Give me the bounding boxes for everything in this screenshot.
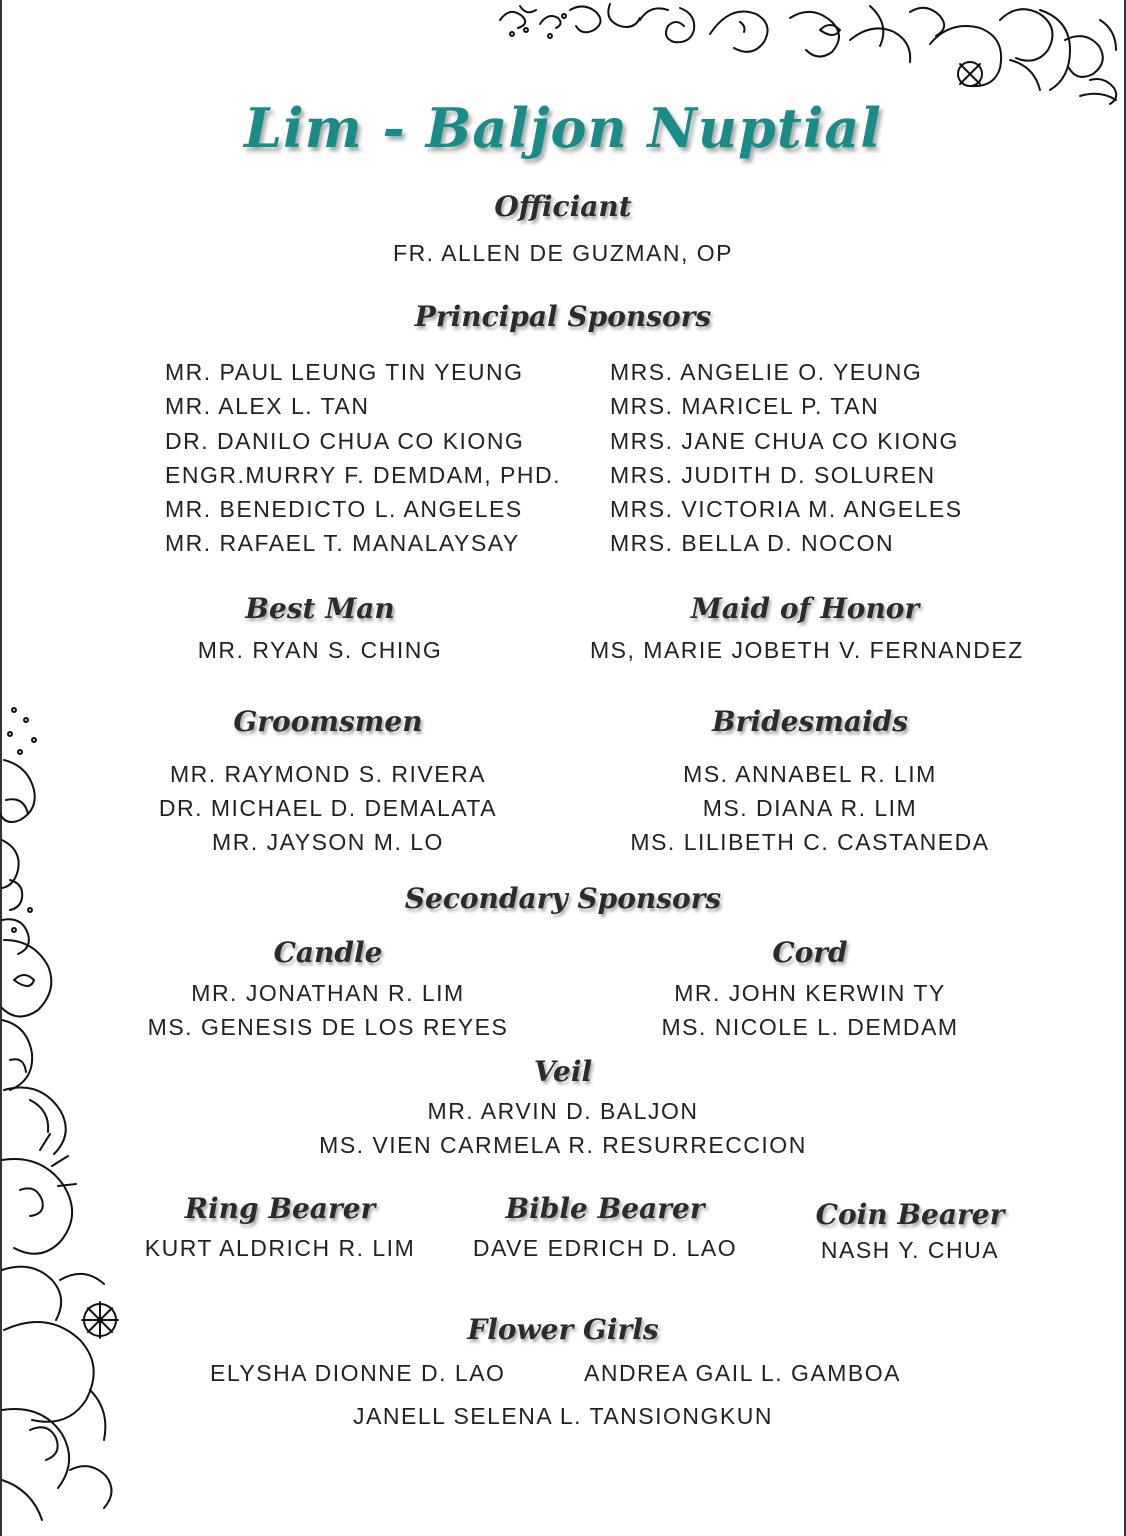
- flower-girls-heading: Flower Girls: [467, 1313, 659, 1346]
- list-item: MRS. BELLA D. NOCON: [610, 530, 895, 557]
- list-item: MS. NICOLE L. DEMDAM: [661, 1014, 959, 1040]
- maid-of-honor-heading: Maid of Honor: [690, 592, 920, 625]
- list-item: MRS. JANE CHUA CO KIONG: [610, 427, 959, 454]
- bible-bearer-name: DAVE EDRICH D. LAO: [472, 1235, 738, 1261]
- list-item: DR. MICHAEL D. DEMALATA: [158, 795, 498, 821]
- page-border-left: [0, 0, 2, 1536]
- bridesmaids-heading: Bridesmaids: [712, 705, 908, 738]
- list-item: MR. RAFAEL T. MANALAYSAY: [165, 530, 520, 557]
- flower-girl-name-2: ANDREA GAIL L. GAMBOA: [584, 1360, 901, 1386]
- list-item: MR. ARVIN D. BALJON: [427, 1098, 699, 1124]
- groomsmen-list: [118, 757, 538, 859]
- veil-list: [0, 1094, 1126, 1162]
- list-item: MS. ANNABEL R. LIM: [683, 761, 937, 787]
- list-item: MRS. JUDITH D. SOLUREN: [610, 461, 936, 488]
- list-item: MR. BENEDICTO L. ANGELES: [165, 496, 523, 523]
- best-man-name: MR. RYAN S. CHING: [197, 637, 443, 663]
- veil-heading: Veil: [533, 1055, 593, 1088]
- officiant-heading: Officiant: [494, 190, 632, 223]
- coin-bearer-heading: Coin Bearer: [815, 1198, 1005, 1231]
- list-item: MR. JOHN KERWIN TY: [674, 980, 946, 1006]
- list-item: MS. GENESIS DE LOS REYES: [147, 1014, 509, 1040]
- page-title: Lim - Baljon Nuptial: [244, 96, 882, 160]
- cord-heading: Cord: [772, 936, 848, 969]
- maid-of-honor-name: MS, MARIE JOBETH V. FERNANDEZ: [590, 637, 1024, 663]
- ring-bearer-heading: Ring Bearer: [184, 1192, 376, 1225]
- list-item: MS. LILIBETH C. CASTANEDA: [630, 829, 990, 855]
- list-item: MS. VIEN CARMELA R. RESURRECCION: [319, 1132, 807, 1158]
- principal-sponsors-left-list: [165, 355, 561, 561]
- list-item: MR. JONATHAN R. LIM: [191, 980, 465, 1006]
- cord-list: [600, 976, 1020, 1044]
- bible-bearer-heading: Bible Bearer: [505, 1192, 705, 1225]
- list-item: MR. PAUL LEUNG TIN YEUNG: [165, 359, 524, 385]
- coin-bearer-name: NASH Y. CHUA: [820, 1237, 1000, 1263]
- list-item: MS. DIANA R. LIM: [702, 795, 918, 821]
- list-item: MR. RAYMOND S. RIVERA: [169, 761, 487, 787]
- flower-girl-name-3: JANELL SELENA L. TANSIONGKUN: [353, 1403, 773, 1429]
- flower-girl-name-1: ELYSHA DIONNE D. LAO: [210, 1360, 506, 1386]
- principal-sponsors-heading: Principal Sponsors: [414, 300, 712, 333]
- bridesmaids-list: [600, 757, 1020, 859]
- candle-list: [118, 976, 538, 1044]
- list-item: MR. ALEX L. TAN: [165, 393, 370, 420]
- groomsmen-heading: Groomsmen: [233, 705, 423, 738]
- secondary-sponsors-heading: Secondary Sponsors: [404, 882, 722, 915]
- floral-ornament-top-right-icon: [490, 0, 1126, 110]
- list-item: ENGR.MURRY F. DEMDAM, PHD.: [165, 461, 561, 488]
- list-item: MRS. VICTORIA M. ANGELES: [610, 496, 963, 523]
- ring-bearer-name: KURT ALDRICH R. LIM: [144, 1235, 416, 1261]
- list-item: MRS. ANGELIE O. YEUNG: [610, 359, 923, 385]
- list-item: MR. JAYSON M. LO: [212, 829, 444, 855]
- list-item: MRS. MARICEL P. TAN: [610, 393, 880, 420]
- officiant-name: FR. ALLEN DE GUZMAN, OP: [393, 240, 733, 266]
- candle-heading: Candle: [273, 936, 383, 969]
- list-item: DR. DANILO CHUA CO KIONG: [165, 427, 525, 454]
- best-man-heading: Best Man: [245, 592, 395, 625]
- principal-sponsors-right-list: [610, 355, 963, 561]
